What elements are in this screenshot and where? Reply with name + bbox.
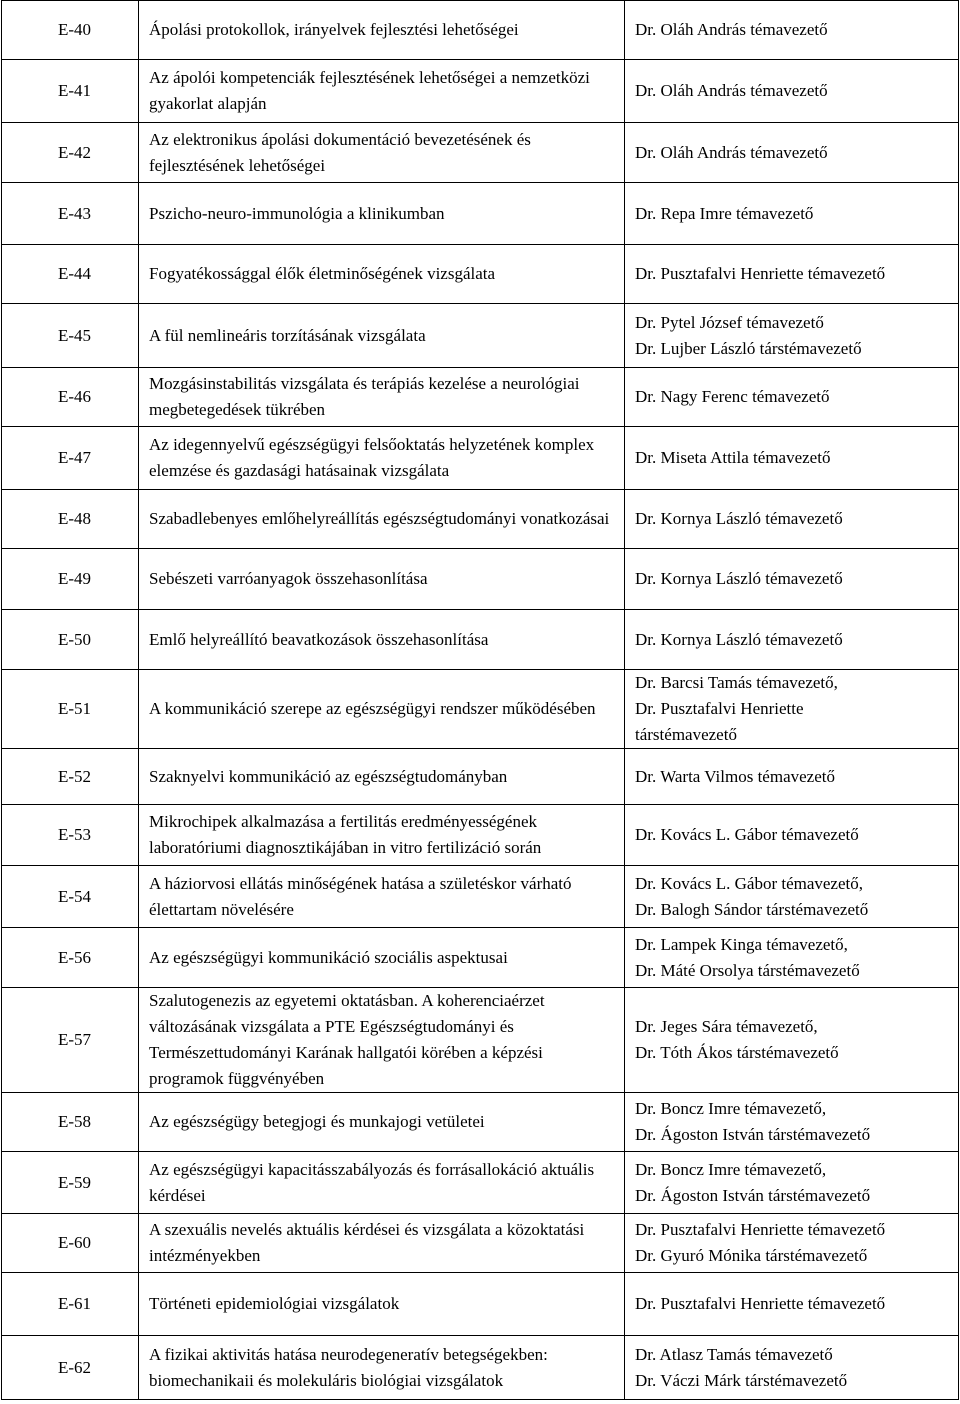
table-row [2, 866, 959, 928]
supervisor-line: Dr. Oláh András témavezető [635, 81, 828, 100]
topic-supervisors [625, 60, 959, 123]
topic-code: E-47 [2, 427, 139, 490]
topic-code: E-52 [2, 749, 139, 805]
table-row [2, 1, 959, 60]
topic-title: Az egészségügyi kommunikáció szociális aspektusai [139, 928, 625, 988]
supervisor-line: Dr. Kornya László témavezető [635, 569, 843, 588]
topic-code: E-56 [2, 928, 139, 988]
supervisor-line: Dr. Boncz Imre témavezető, [635, 1099, 827, 1118]
table-row [2, 245, 959, 304]
topic-supervisors [625, 610, 959, 670]
topic-code: E-43 [2, 183, 139, 245]
table-row [2, 368, 959, 427]
topic-title: Szaknyelvi kommunikáció az egészségtudományban [139, 749, 625, 805]
topic-title: Az elektronikus ápolási dokumentáció bevezetésének és fejlesztésének lehetőségei [139, 123, 625, 183]
topic-code: E-57 [2, 988, 139, 1093]
supervisor-line: Dr. Repa Imre témavezető [635, 203, 814, 223]
topic-code: E-62 [2, 1336, 139, 1400]
topic-supervisors [625, 1214, 959, 1273]
topic-code: E-45 [2, 304, 139, 368]
topic-supervisors [625, 1152, 959, 1214]
supervisor-line: Dr. Váczi Márk társtémavezető [635, 1370, 848, 1390]
topic-title: Az idegennyelvű egészségügyi felsőoktatás helyzetének komplex elemzése és gazdasági hatásainak vizsgálata [139, 427, 625, 490]
topic-supervisors [625, 670, 959, 749]
supervisor-line: Dr. Pusztafalvi Henriette [635, 699, 804, 718]
topic-title: A fül nemlineáris torzításának vizsgálata [139, 304, 625, 368]
supervisor-line: Dr. Kovács L. Gábor témavezető, [635, 873, 863, 893]
topic-code: E-50 [2, 610, 139, 670]
topic-supervisors [625, 1093, 959, 1152]
topic-supervisors [625, 1336, 959, 1400]
topics-table [1, 0, 959, 1400]
topic-supervisors [625, 1, 959, 60]
topic-supervisors [625, 866, 959, 928]
supervisor-line: Dr. Jeges Sára témavezető, [635, 1017, 818, 1036]
topic-code: E-53 [2, 805, 139, 866]
topic-code: E-61 [2, 1273, 139, 1336]
table-row [2, 304, 959, 368]
table-row [2, 427, 959, 490]
topic-title: A fizikai aktivitás hatása neurodegeneratív betegségekben: biomechanikaii és molekuláris biológiai vizsgálatok [139, 1336, 625, 1400]
topic-title: Szabadlebenyes emlőhelyreállítás egészségtudományi vonatkozásai [139, 490, 625, 549]
supervisor-line: Dr. Tóth Ákos társtémavezető [635, 1043, 839, 1062]
topic-supervisors [625, 1273, 959, 1336]
topic-title: Emlő helyreállító beavatkozások összehasonlítása [139, 610, 625, 670]
supervisor-line: Dr. Atlasz Tamás témavezető [635, 1344, 833, 1364]
topic-supervisors [625, 988, 959, 1093]
topic-supervisors [625, 183, 959, 245]
topic-title: Mikrochipek alkalmazása a fertilitás eredményességének laboratóriumi diagnosztikájában in vitro fertilizáció során [139, 805, 625, 866]
table-row [2, 749, 959, 805]
topic-title: Pszicho-neuro-immunológia a klinikumban [139, 183, 625, 245]
supervisor-line: Dr. Ágoston István társtémavezető [635, 1185, 871, 1205]
supervisor-line: Dr. Kornya László témavezető [635, 629, 843, 649]
table-row [2, 1336, 959, 1400]
table-row [2, 988, 959, 1093]
topic-code: E-51 [2, 670, 139, 749]
table-row [2, 549, 959, 610]
topic-code: E-41 [2, 60, 139, 123]
table-row [2, 805, 959, 866]
table-row [2, 123, 959, 183]
supervisor-line: Dr. Kovács L. Gábor témavezető [635, 825, 859, 844]
topic-title: Fogyatékossággal élők életminőségének vizsgálata [139, 245, 625, 304]
table-row [2, 490, 959, 549]
supervisor-line: Dr. Pusztafalvi Henriette témavezető [635, 264, 886, 283]
topics-table-body [2, 1, 959, 1400]
table-row [2, 60, 959, 123]
supervisor-line: Dr. Boncz Imre témavezető, [635, 1159, 827, 1179]
topic-supervisors [625, 427, 959, 490]
supervisor-line: Dr. Kornya László témavezető [635, 509, 843, 528]
topic-code: E-44 [2, 245, 139, 304]
topic-supervisors [625, 245, 959, 304]
supervisor-line: Dr. Pusztafalvi Henriette témavezető [635, 1294, 886, 1313]
table-row [2, 1152, 959, 1214]
topic-title: Az egészségügy betegjogi és munkajogi vetületei [139, 1093, 625, 1152]
supervisor-line: Dr. Miseta Attila témavezető [635, 448, 831, 467]
topic-title: A szexuális nevelés aktuális kérdései és vizsgálata a közoktatási intézményekben [139, 1214, 625, 1273]
supervisor-line: Dr. Lujber László társtémavezető [635, 338, 862, 358]
topic-code: E-58 [2, 1093, 139, 1152]
topic-supervisors [625, 549, 959, 610]
table-row [2, 1093, 959, 1152]
table-row [2, 670, 959, 749]
topic-code: E-46 [2, 368, 139, 427]
topic-title: Mozgásinstabilitás vizsgálata és terápiás kezelése a neurológiai megbetegedések tükrében [139, 368, 625, 427]
table-row [2, 1273, 959, 1336]
topic-supervisors [625, 490, 959, 549]
topic-supervisors [625, 304, 959, 368]
topic-title: Az egészségügyi kapacitásszabályozás és forrásallokáció aktuális kérdései [139, 1152, 625, 1214]
topic-code: E-60 [2, 1214, 139, 1273]
topic-supervisors [625, 928, 959, 988]
topic-supervisors [625, 368, 959, 427]
table-row [2, 1214, 959, 1273]
topic-title: Szalutogenezis az egyetemi oktatásban. A koherenciaérzet változásának vizsgálata a PTE Egészségtudományi és Természettudományi Karának hallgatói körében a képzési programok függvényében [139, 988, 625, 1093]
topic-title: A háziorvosi ellátás minőségének hatása a születéskor várható élettartam növelésére [139, 866, 625, 928]
supervisor-line: Dr. Warta Vilmos témavezető [635, 766, 835, 786]
topic-title: Sebészeti varróanyagok összehasonlítása [139, 549, 625, 610]
supervisor-line: Dr. Balogh Sándor társtémavezető [635, 899, 869, 919]
supervisor-line: Dr. Barcsi Tamás témavezető, [635, 673, 838, 692]
topic-supervisors [625, 123, 959, 183]
supervisor-line: Dr. Nagy Ferenc témavezető [635, 387, 830, 406]
topic-code: E-40 [2, 1, 139, 60]
topic-supervisors [625, 749, 959, 805]
topic-code: E-54 [2, 866, 139, 928]
supervisor-line: társtémavezető [635, 725, 737, 744]
supervisor-line: Dr. Gyuró Mónika társtémavezető [635, 1246, 868, 1265]
supervisor-line: Dr. Pytel József témavezető [635, 312, 824, 332]
topic-code: E-48 [2, 490, 139, 549]
supervisor-line: Dr. Ágoston István társtémavezető [635, 1125, 871, 1144]
supervisor-line: Dr. Lampek Kinga témavezető, [635, 934, 848, 954]
table-row [2, 183, 959, 245]
supervisor-line: Dr. Máté Orsolya társtémavezető [635, 960, 860, 980]
supervisor-line: Dr. Oláh András témavezető [635, 142, 828, 162]
topic-code: E-49 [2, 549, 139, 610]
supervisor-line: Dr. Pusztafalvi Henriette témavezető [635, 1220, 886, 1239]
topic-supervisors [625, 805, 959, 866]
topic-code: E-42 [2, 123, 139, 183]
topic-code: E-59 [2, 1152, 139, 1214]
topic-title: Az ápolói kompetenciák fejlesztésének lehetőségei a nemzetközi gyakorlat alapján [139, 60, 625, 123]
topic-title: A kommunikáció szerepe az egészségügyi rendszer működésében [139, 670, 625, 749]
table-row [2, 928, 959, 988]
table-row [2, 610, 959, 670]
topic-title: Történeti epidemiológiai vizsgálatok [139, 1273, 625, 1336]
supervisor-line: Dr. Oláh András témavezető [635, 20, 828, 39]
topic-title: Ápolási protokollok, irányelvek fejlesztési lehetőségei [139, 1, 625, 60]
